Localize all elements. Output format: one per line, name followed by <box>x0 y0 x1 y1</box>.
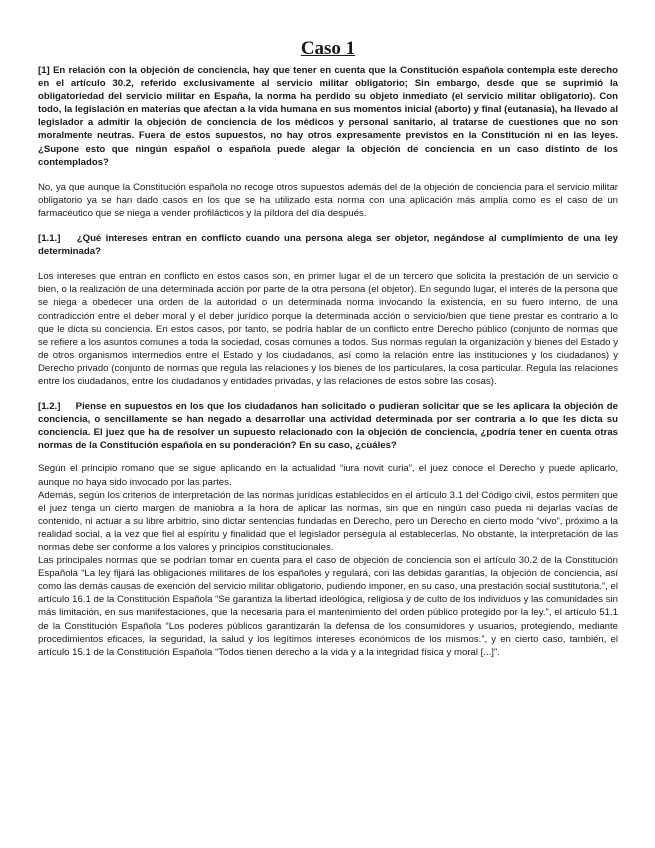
question-1-text: En relación con la objeción de conciencia, hay que tener en cuenta que la Constitución española contempla este derecho en el artículo 30.2, referido exclusivamente al servicio militar obligatorio; Sin embargo, desde que se suprimió la obligatoriedad del servicio militar en España, la norma ha perdido su objeto inmediato (el servicio militar obligatorio). Con todo, la legislación en materias que afectan a la vida humana en sus momentos inicial (aborto) y final (eutanasia), ha llevado al legislador a admitir la objeción de conciencia de los médicos y personal sanitario, al tratarse de cuestiones que no son moralmente neutras. Fuera de estos supuestos, no hay otros expresamente previstos en la Constitución ni en las leyes. ¿Supone esto que ningún español o española puede alegar la objeción de conciencia en un caso distinto de los contemplados? <box>38 65 618 168</box>
question-1-1 <box>38 232 618 258</box>
question-1-2-number: [1.2.] <box>38 401 61 413</box>
question-1 <box>38 64 618 169</box>
question-1-2 <box>38 400 618 452</box>
answer-1-2-paragraph-3: Las principales normas que se podrían tomar en cuenta para el caso de objeción de conciencia son el artículo 30.2 de la Constitución Española “La ley fijará las obligaciones militares de los españoles y regulará, con las debidas garantías, la objeción de conciencia, así como las demás causas de exención del servicio militar obligatorio, pudiendo imponer, en su caso, una prestación social sustitutoria.”, el artículo 16.1 de la Constitución Española “Se garantiza la libertad ideológica, religiosa y de culto de los individuos y las comunidades sin más limitación, en sus manifestaciones, que la necesaria para el mantenimiento del orden público protegido por la ley.”, el artículo 51.1 de la Constitución Española “Los poderes públicos garantizarán la defensa de los consumidores y usuarios, protegiendo, mediante procedimientos eficaces, la seguridad, la salud y los legítimos intereses económicos de los mismos.”, y en cierto caso, también, el artículo 15.1 de la Constitución Española “Todos tienen derecho a la vida y a la integridad física y moral [...]”. <box>38 555 618 658</box>
answer-1-2-paragraph-2: Además, según los criterios de interpretación de las normas jurídicas establecidos en el artículo 3.1 del Código civil, estos permiten que el juez tenga un cierto margen de maniobra a la hora de aplicar las normas, sin que en ningún caso pueda ni dejarlas vacías de contenido, ni actuar a su libre arbitrio, sino dictar sentencias fundadas en Derecho, pero un Derecho en cierto modo “vivo”, próximo a la realidad social, a la vez que fiel al espíritu y finalidad que el legislador perseguía al establecerlas. No obstante, la interpretación de las normas debe ser conforme a los valores y principios constitucionales. <box>38 489 618 553</box>
page-title: Caso 1 <box>300 38 356 59</box>
question-1-number: [1] <box>38 65 50 76</box>
document-page <box>38 38 618 659</box>
answer-1-1: Los intereses que entran en conflicto en estos casos son, en primer lugar el de un tercero que solicita la prestación de un servicio o bien, o la realización de una determinada acción por parte de la otra persona (el objetor). En segundo lugar, el interés de la persona que se niega a obedecer una orden de la autoridad o un determinada norma invocando la existencia, en su fuero interno, de una contradicción entre el deber moral y el deber jurídico porque la determinada acción o servicio/bien que tiene prestar es contrario a lo que le dicta su conciencia. En estos casos, por tanto, se podría hablar de un conflicto entre Derecho público (conjunto de normas que se refiere a los asuntos comunes a toda la sociedad, cosas comunes a todos. Sus normas regulan la organización y bienes del Estado y de otros organismos intermedios entre el Estado y los ciudadanos, así como la relación entre las instituciones y los ciudadanos) y Derecho privado (conjunto de normas que regula las relaciones y los bienes de los particulares, la cosa particular. Regula las relaciones entre los ciudadanos, entre los ciudadanos y entidades privadas, y las relaciones de estos sobre las cosas). <box>38 271 618 387</box>
answer-1: No, ya que aunque la Constitución española no recoge otros supuestos además del de la objeción de conciencia para el servicio militar obligatorio ya se han dado casos en los que se ha utilizado esta norma con una aplicación más amplia como es el caso de un farmacéutico que se niega a vender profilácticos y la píldora del día después. <box>38 181 618 219</box>
answer-1-2-paragraph-1: Según el principio romano que se sigue aplicando en la actualidad “iura novit curia”, el juez conoce el Derecho y puede aplicarlo, aunque no haya sido invocado por las partes. <box>38 463 618 488</box>
question-1-2-text: Piense en supuestos en los que los ciudadanos han solicitado o pudieran solicitar que se les aplicara la objeción de conciencia, o sencillamente se han negado a desarrollar una actividad determinada por ser contraria a lo que les dicta su conciencia. El juez que ha de resolver un supuesto relacionado con la objeción de conciencia, ¿podría tener en cuenta otras normas de la Constitución española en su ponderación? En su caso, ¿cuáles? <box>38 401 618 452</box>
question-1-1-number: [1.1.] <box>38 233 61 245</box>
question-1-1-text: ¿Qué intereses entran en conflicto cuando una persona alega ser objetor, negándose al cumplimiento de una ley determinada? <box>38 233 618 258</box>
